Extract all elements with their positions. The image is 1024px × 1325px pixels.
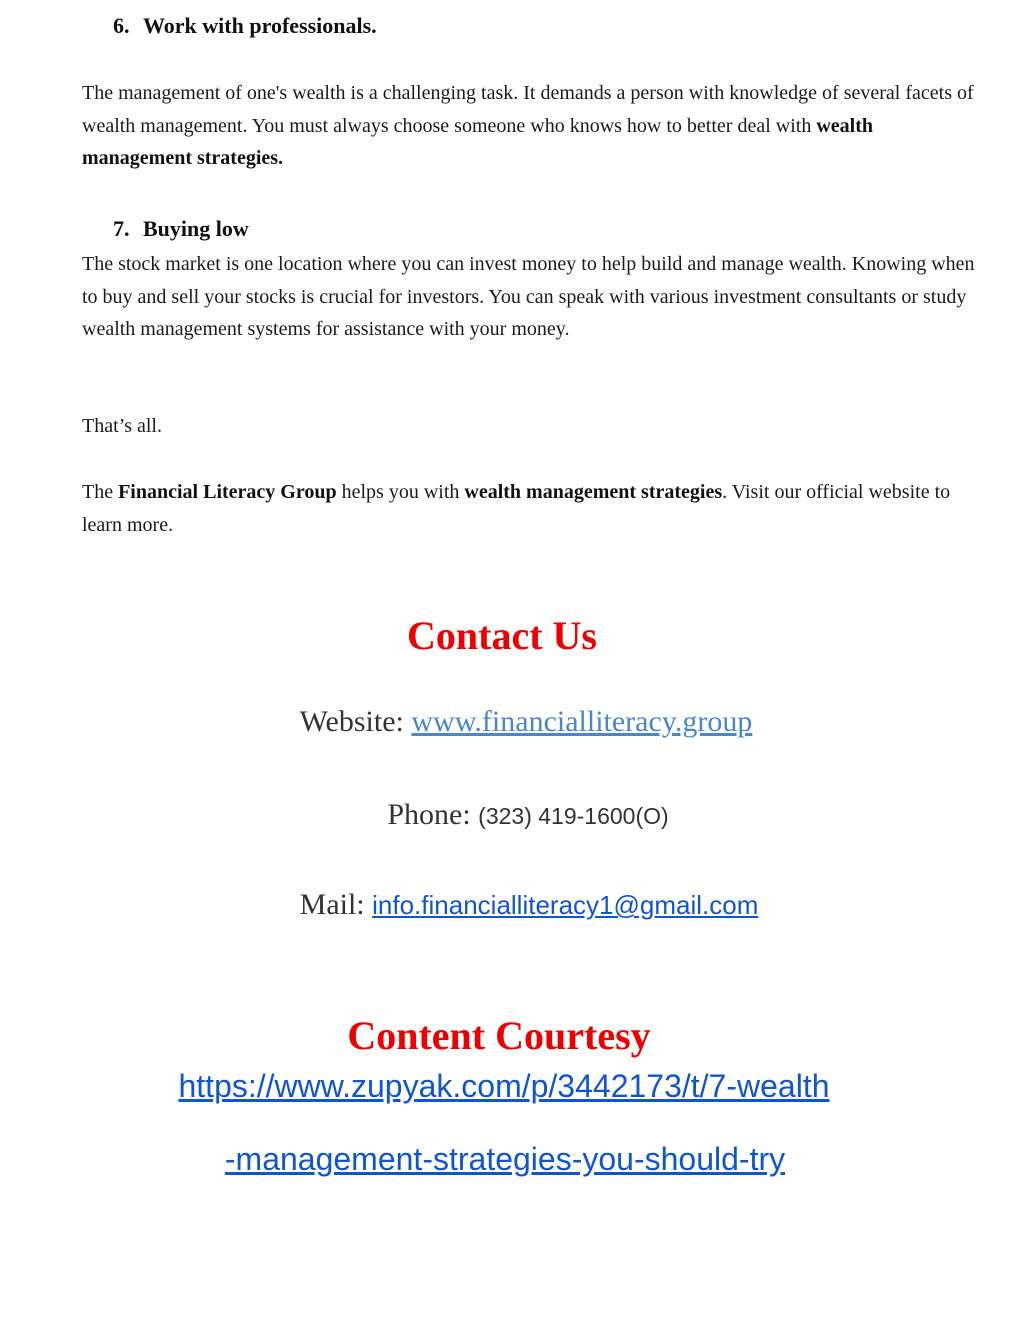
closing-text-3: . Visit our official website to learn more. [82,481,951,536]
website-label: Website: [299,705,412,738]
phone-label: Phone: [387,798,479,831]
section-7-paragraph [82,248,982,346]
contact-us-heading: Contact Us [407,613,597,658]
mail-label: Mail: [299,888,373,921]
mail-link[interactable]: info.financialliteracy1@gmail.com [372,890,759,920]
courtesy-link-line-1[interactable] [0,1066,1016,1106]
section-6-text: The management of one's wealth is a challenging task. It demands a person with knowledge of several facets of wealth management. You must always choose someone who knows how to better deal with [82,82,974,137]
mail-line [17,886,1024,924]
closing-paragraph [82,476,982,541]
website-link[interactable]: www.financialliteracy.group [411,705,753,738]
phone-line [16,796,1024,835]
courtesy-link-text-2[interactable]: -management-strategies-you-should-try [224,1141,786,1177]
closing-bold-org: Financial Literacy Group [118,481,337,503]
closing-text-2: helps you with [336,481,465,503]
section-6-title: Work with professionals. [143,13,377,38]
section-7-text: The stock market is one location where you can invest money to help build and manage wealth. Knowing when to buy and sell your stocks is crucial for investors. You can speak with various investment consultants or study wealth management systems for assistance with your money. [82,253,975,340]
content-courtesy-heading: Content Courtesy [347,1013,651,1058]
thats-all-paragraph [82,410,982,443]
section-6-number: 6. [113,13,130,38]
section-7-heading [113,216,249,242]
section-6-paragraph [82,77,982,175]
section-6-heading [113,13,377,39]
section-6-bold-text: wealth management strategies. [82,114,873,169]
section-7-number: 7. [113,216,130,241]
phone-value: (323) 419-1600(O) [478,803,669,829]
courtesy-link-line-2[interactable] [0,1139,1017,1179]
website-line [14,703,1024,741]
closing-bold-strategies: wealth management strategies [464,481,723,503]
closing-text-1: The [82,481,119,503]
thats-all-text: That’s all. [82,415,162,437]
section-7-title: Buying low [143,216,249,241]
courtesy-link-text-1[interactable]: https://www.zupyak.com/p/3442173/t/7-wealth [178,1068,830,1104]
